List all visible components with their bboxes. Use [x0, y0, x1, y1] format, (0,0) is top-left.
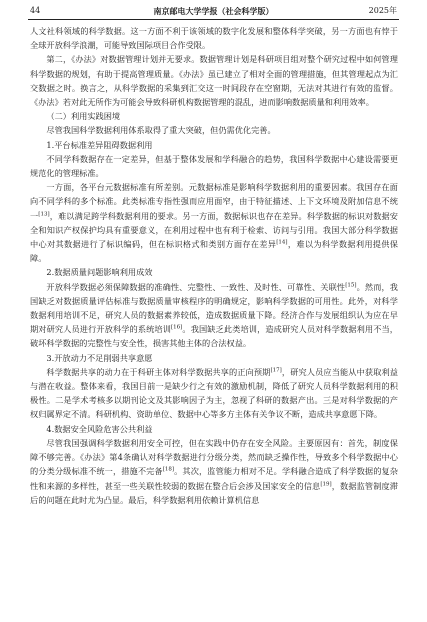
citation[interactable]: [15]: [345, 281, 357, 288]
journal-year: 2025年: [368, 6, 397, 15]
article-body: [30, 24, 398, 507]
paragraph: 开放科学数据必须保障数据的准确性、完整性、一致性、及时性、可靠性、关联性[15]。然而，我国缺乏对数据质量评估标准与数据质量审核程序的明确规定，影响科学数据的可用性。此外，对科学数据利用培训不足，研究人员的数据素养较低，造成数据质量下降。经济合作与发展组织认为应在早期对研究人员进行开放科学的系统培训[16]。我国缺乏此类培训，造成研究人员对科学数据利用不当，破坏科学数据的完整性与安全性，损害其他主体的合法权益。: [30, 281, 398, 349]
subsection-heading: 2.数据质量问题影响利用成效: [46, 267, 153, 278]
subsection-heading: 4.数据安全风险危害公共利益: [46, 423, 153, 434]
citation[interactable]: [18]: [162, 466, 175, 473]
citation[interactable]: [13]: [38, 210, 50, 217]
page-number: 44: [30, 6, 41, 15]
paragraph: 一方面，各平台元数据标准有所差别。元数据标准是影响科学数据利用的重要因素。我国存在面向不同学科的多个标准。此类标准专指性强而应用面窄，由于特征描述、上下文环境及附加信息不统一[13]，难以满足跨学科数据利用的要求。另一方面，数据标识也存在差异。科学数据的标识对数据安全和知识产权保护均具有重要意义，在利用过程中也有利于检索、访问与引用。我国大部分科学数据中心对其数据进行了标识编码，但在标识格式和类别方面存在差异[14]，难以为科学数据利用提供保障。: [30, 182, 398, 264]
paragraph: 人文社科领域的科学数据。这一方面不利于该领域的数字化发展和整体科学突破，另一方面也有悖于全球开放科学浪潮，可能导致国际项目合作受限。: [30, 26, 398, 51]
subsection-heading: 3.开放动力不足削弱共享意愿: [46, 352, 153, 363]
citation[interactable]: [17]: [270, 367, 282, 374]
paragraph: 尽管我国强调科学数据利用安全可控，但在实践中仍存在安全风险。主要原因有：首先，制度保障不够完善。《办法》第4条确认对科学数据进行分级分类，然而缺乏操作性，导致多个科学数据中心的分类分级标准不统一，措施不完备[18]。其次，监管能力相对不足。学科融合造成了科学数据的复杂性和来源的多样性，甚至一些关联性较弱的数据在整合后会涉及国家安全的信息[19]，数据监管制度滞后的问题在此时尤为凸显。最后，科学数据利用依赖计算机信息: [30, 437, 398, 505]
running-header: [0, 4, 427, 18]
subsection-heading: 1.平台标准差异阻碍数据利用: [46, 139, 153, 150]
journal-title: 南京邮电大学学报（社会科学版）: [153, 6, 274, 16]
citation[interactable]: [14]: [276, 239, 288, 246]
citation[interactable]: [16]: [171, 324, 183, 331]
paragraph: 不同学科数据存在一定差异，但基于整体发展和学科融合的趋势，我国科学数据中心建设需要更规范化的管理标准。: [30, 153, 398, 179]
paragraph: 第二，《办法》对数据管理计划并无要求。数据管理计划是科研项目组对整个研究过程中如何管理科学数据的规划，有助于提高管理质量。《办法》虽已建立了相对全面的管理措施，但其管理起点为汇交数据之时。换言之，从科学数据的采集到汇交这一时间段存在空窗期，无法对其进行有效的监督。《办法》若对此无所作为可能会导致科研机构数据管理的混乱，进而影响数据质量和利用效率。: [30, 54, 398, 108]
header-rule: [28, 19, 399, 20]
paragraph: 科学数据共享的动力在于科研主体对科学数据共享的正向预期[17]，研究人员应当能从中获取利益与潜在收益。整体来看，我国目前一是缺少行之有效的激励机制，降低了研究人员科学数据利用的积极性。二是学术考核多以期刊论文及其影响因子为主，忽视了科研的数据产出。三是对科学数据的产权归属界定不清。科研机构、资助单位、数据中心等多方主体有关争议不断，造成共享意愿下降。: [30, 366, 398, 420]
section-heading: （二）利用实践困境: [46, 111, 121, 122]
paragraph: 尽管我国科学数据利用体系取得了重大突破，但仍需优化完善。: [46, 125, 276, 136]
citation[interactable]: [19]: [320, 480, 332, 487]
